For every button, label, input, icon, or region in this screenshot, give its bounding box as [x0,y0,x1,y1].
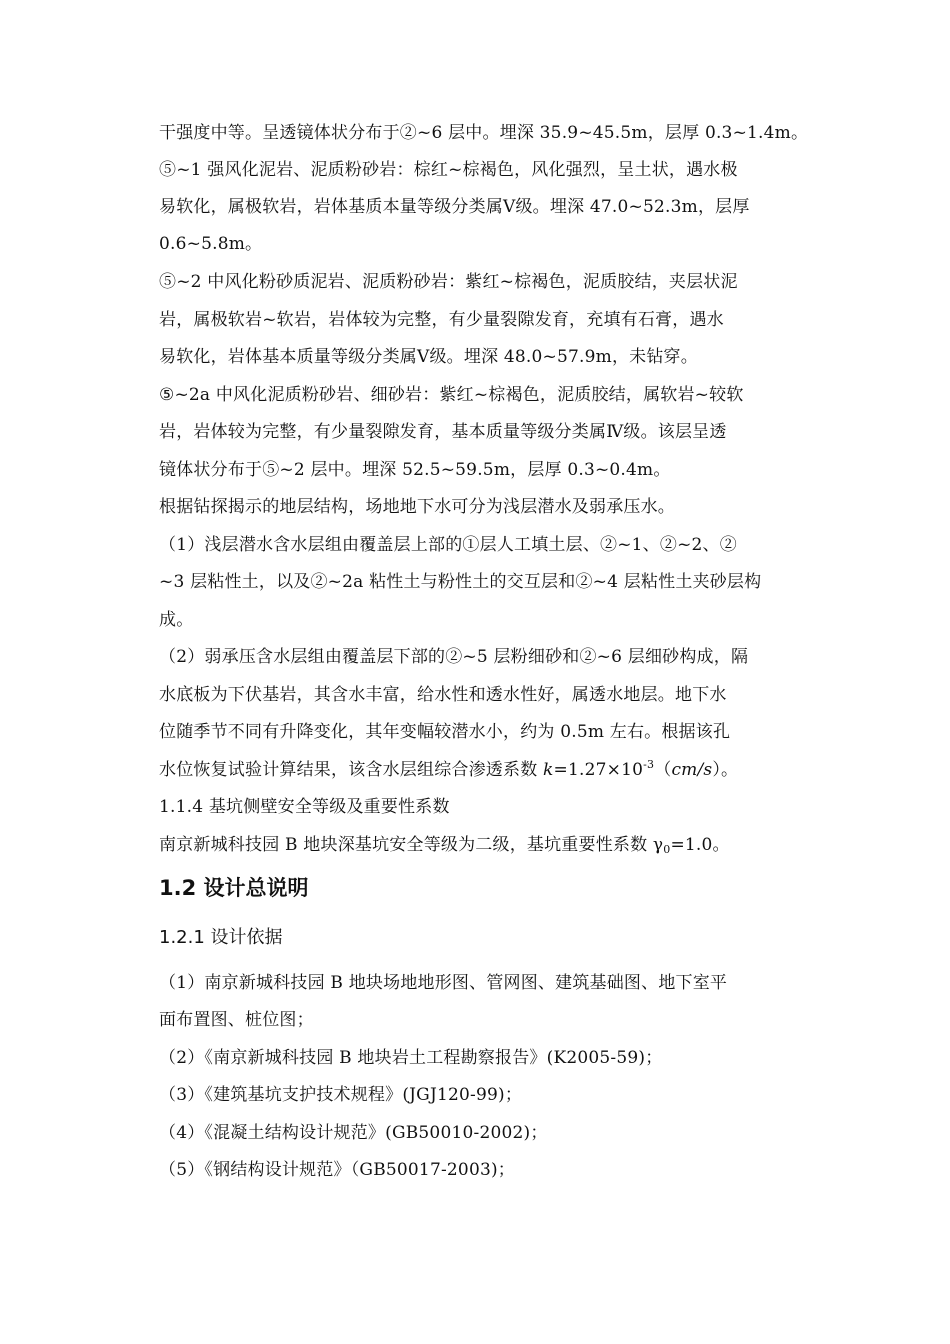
basis-item: （3）《建筑基坑支护技术规程》(JGJ120-99)； [159,1085,523,1105]
body-line: 干强度中等。呈透镜体状分布于②~6 层中。埋深 35.9~45.5m，层厚 0.3~1.4m。 [159,123,809,143]
body-line: 镜体状分布于⑤~2 层中。埋深 52.5~59.5m，层厚 0.3~0.4m。 [159,460,671,480]
importance-text: 南京新城科技园 B 地块深基坑安全等级为二级，基坑重要性系数 γ [159,835,664,855]
body-line: 易软化，属极软岩，岩体基质本量等级分类属Ⅴ级。埋深 47.0~52.3m，层厚 [159,197,750,217]
basis-item: （2）《南京新城科技园 B 地块岩土工程勘察报告》(K2005-59)； [159,1048,663,1068]
body-line: ⑤~2 中风化粉砂质泥岩、泥质粉砂岩：紫红~棕褐色，泥质胶结，夹层状泥 [159,272,738,292]
importance-line [159,834,730,856]
gamma-subscript: 0 [663,843,671,856]
permeability-line [159,759,738,781]
permeability-value: =1.27×10 [553,760,644,780]
body-line: 岩，属极软岩~软岩，岩体较为完整，有少量裂隙发育，充填有石膏，遇水 [159,310,724,330]
body-line: ~3 层粘性土，以及②~2a 粘性土与粉性土的交互层和②~4 层粘性土夹砂层构 [159,572,762,592]
heading-1-2: 1.2 设计总说明 [159,876,309,900]
permeability-exponent: -3 [643,758,655,771]
body-line: 根据钻探揭示的地层结构，场地地下水可分为浅层潜水及弱承压水。 [159,497,675,517]
permeability-text: 水位恢复试验计算结果，该含水层组综合渗透系数 [159,760,544,780]
paren-open: （ [654,760,672,780]
permeability-unit: cm/s [671,760,713,780]
body-line: 易软化，岩体基本质量等级分类属Ⅴ级。埋深 48.0~57.9m，未钻穿。 [159,347,698,367]
body-line: 位随季节不同有升降变化，其年变幅较潜水小，约为 0.5m 左右。根据该孔 [159,722,731,742]
basis-item: （5）《钢结构设计规范》（GB50017-2003)； [159,1160,516,1180]
body-line: 0.6~5.8m。 [159,234,263,254]
body-line: ⑤~2a 中风化泥质粉砂岩、细砂岩：紫红~棕褐色，泥质胶结，属软岩~较软 [159,385,744,405]
body-line: （1）浅层潜水含水层组由覆盖层上部的①层人工填土层、②~1、②~2、② [159,535,737,555]
body-line: 成。 [159,610,194,630]
section-title-1-1-4: 1.1.4 基坑侧壁安全等级及重要性系数 [159,797,450,817]
heading-1-2-1: 1.2.1 设计依据 [159,927,283,948]
body-line: ⑤~1 强风化泥岩、泥质粉砂岩：棕红~棕褐色，风化强烈，呈土状，遇水极 [159,160,738,180]
body-line: 岩，岩体较为完整，有少量裂隙发育，基本质量等级分类属Ⅳ级。该层呈透 [159,422,727,442]
paren-close: ）。 [712,760,739,780]
importance-value: =1.0。 [670,835,730,855]
basis-item: （4）《混凝土结构设计规范》(GB50010-2002)； [159,1123,548,1143]
permeability-symbol: k [543,760,554,780]
body-line: （2）弱承压含水层组由覆盖层下部的②~5 层粉细砂和②~6 层细砂构成，隔 [159,647,749,667]
basis-item: （1）南京新城科技园 B 地块场地地形图、管网图、建筑基础图、地下室平 [159,973,728,993]
body-line: 水底板为下伏基岩，其含水丰富，给水性和透水性好，属透水地层。地下水 [159,685,727,705]
basis-item: 面布置图、桩位图； [159,1010,314,1030]
